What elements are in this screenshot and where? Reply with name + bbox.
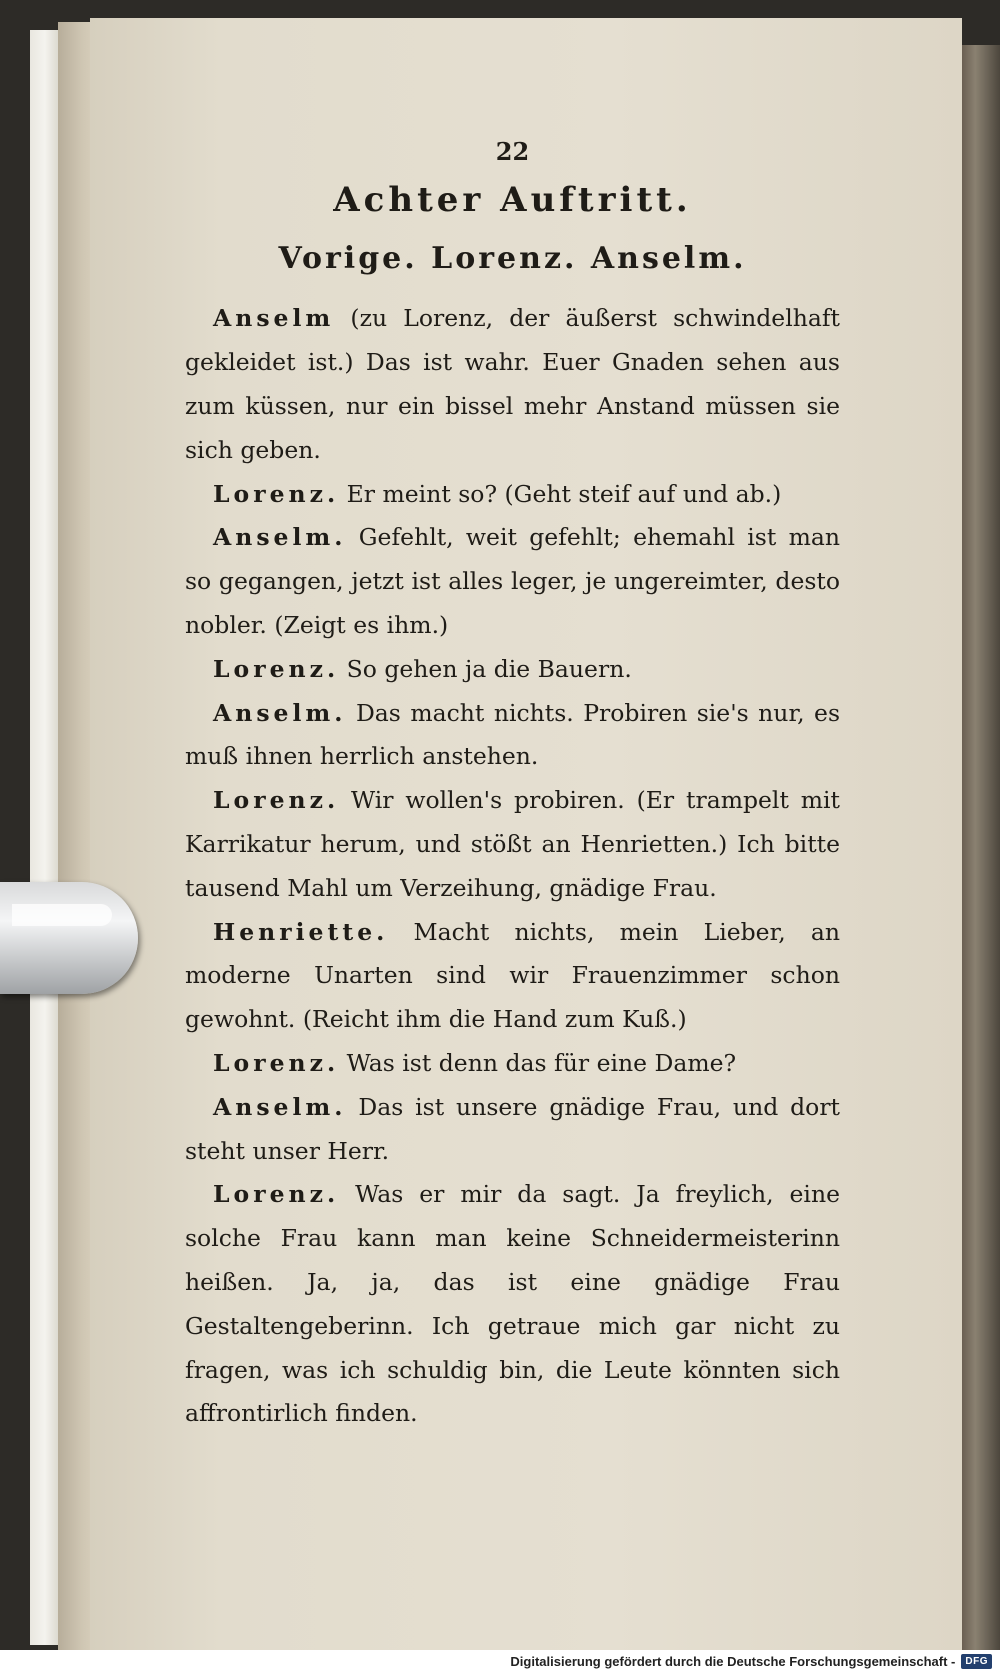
- dialogue-text: Wir wollen's probiren. (Er trampelt mit Karrikatur herum, und stößt an Henrietten.) Ich bitte tausend Mahl um Verzeihung, gnädige Frau.: [185, 786, 840, 902]
- page-text: [185, 137, 840, 1436]
- digitization-footer: [0, 1650, 1000, 1672]
- dialogue-paragraph: [185, 648, 840, 692]
- speaker-name: Lorenz.: [213, 654, 340, 683]
- dialogue-text: (zu Lorenz, der äußerst schwindelhaft gekleidet ist.) Das ist wahr. Euer Gnaden sehen aus zum küssen, nur ein bissel mehr Anstand müssen sie sich geben.: [185, 304, 840, 464]
- page-clip: [0, 882, 138, 994]
- speaker-name: Anselm.: [213, 1092, 347, 1121]
- speaker-name: Lorenz.: [213, 479, 340, 508]
- cast-list: Vorige. Lorenz. Anselm.: [278, 241, 747, 277]
- dialogue-paragraph: [185, 1042, 840, 1086]
- dialogue-text: Was er mir da sagt. Ja freylich, eine solche Frau kann man keine Schneidermeisterinn heißen. Ja, ja, das ist eine gnädige Frau Gestaltengeberinn. Ich getraue mich gar nicht zu fragen, was ich schuldig bin, die Leute könnten sich affrontirlich finden.: [185, 1180, 840, 1428]
- dialogue-text: Gefehlt, weit gefehlt; ehemahl ist man so gegangen, jetzt ist alles leger, je ungereimter, desto nobler. (Zeigt es ihm.): [185, 523, 840, 639]
- scene-heading: Achter Auftritt.: [333, 180, 692, 220]
- dialogue-paragraph: [185, 692, 840, 780]
- dialogue-paragraph: [185, 473, 840, 517]
- speaker-name: Lorenz.: [213, 1180, 340, 1209]
- dialogue-text: Das ist unsere gnädige Frau, und dort steht unser Herr.: [185, 1092, 840, 1165]
- dialogue-text: Was ist denn das für eine Dame?: [339, 1048, 737, 1077]
- dfg-logo: DFG: [961, 1654, 992, 1669]
- funding-credit: Digitalisierung gefördert durch die Deutsche Forschungsgemeinschaft -: [510, 1653, 956, 1669]
- dialogue-text: Macht nichts, mein Lieber, an moderne Unarten sind wir Frauenzimmer schon gewohnt. (Reicht ihm die Hand zum Kuß.): [185, 917, 840, 1034]
- dialogue-paragraph: [185, 779, 840, 910]
- speaker-name: Henriette.: [213, 917, 389, 946]
- dialogue-text: Das macht nichts. Probiren sie's nur, es muß ihnen herrlich anstehen.: [185, 698, 840, 771]
- dialogue-paragraph: [185, 297, 840, 472]
- dialogue-paragraph: [185, 516, 840, 647]
- speaker-name: Anselm: [213, 304, 335, 333]
- dialogue-text: Er meint so? (Geht steif auf und ab.): [339, 479, 782, 508]
- next-page-edge: [962, 45, 1000, 1650]
- speaker-name: Lorenz.: [213, 1048, 340, 1077]
- speaker-name: Lorenz.: [213, 786, 340, 815]
- back-pages: [30, 30, 60, 1645]
- dialogue-paragraph: [185, 911, 840, 1042]
- page-number: 22: [495, 137, 530, 166]
- speaker-name: Anselm.: [213, 523, 347, 552]
- dialogue-paragraph: [185, 1086, 840, 1174]
- dialogue-text: So gehen ja die Bauern.: [339, 654, 632, 683]
- dialogue-paragraph: [185, 1173, 840, 1436]
- speaker-name: Anselm.: [213, 698, 347, 727]
